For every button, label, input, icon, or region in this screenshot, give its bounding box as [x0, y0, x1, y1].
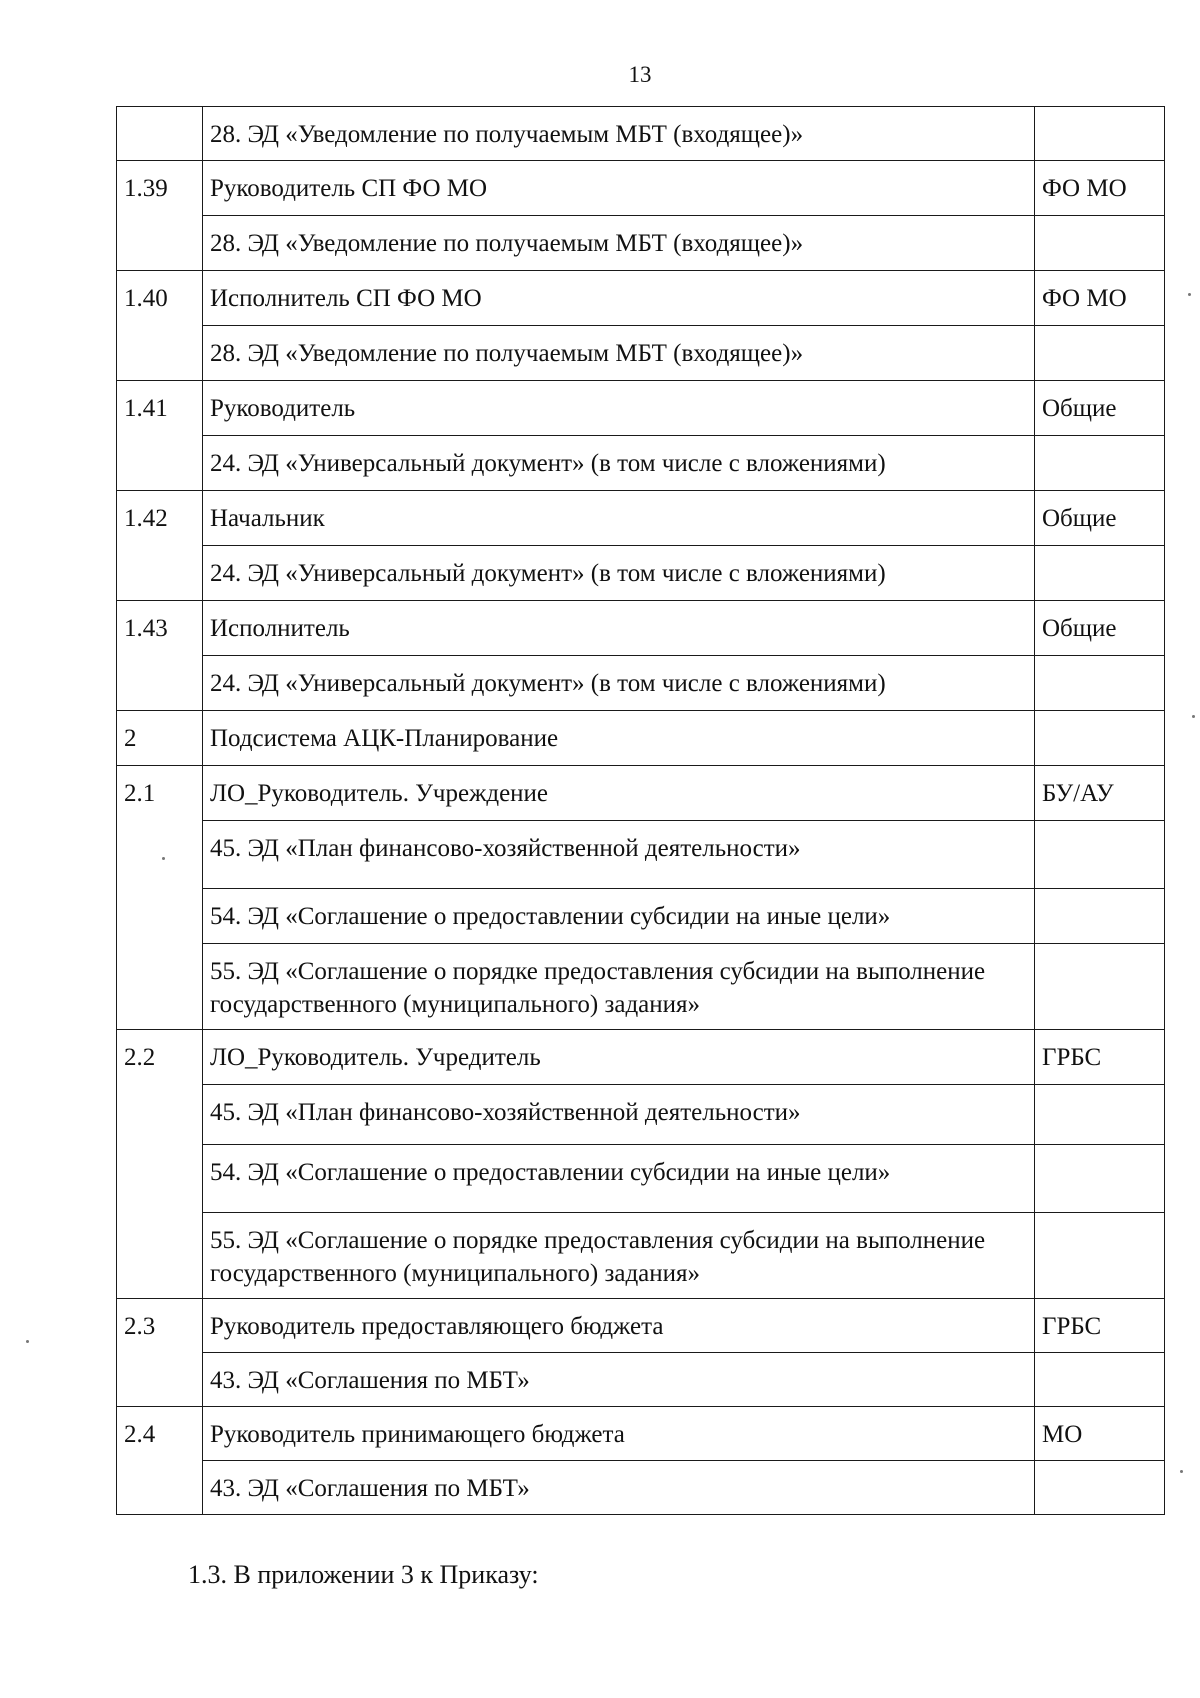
row-group-cell — [1035, 326, 1165, 381]
row-name-cell: Руководитель предоставляющего бюджета — [203, 1299, 1035, 1353]
row-group-cell — [1035, 821, 1165, 889]
row-number-cell: 1.43 — [117, 601, 203, 711]
row-name-cell: Исполнитель — [203, 601, 1035, 656]
row-group-cell — [1035, 1353, 1165, 1407]
row-group-cell: МО — [1035, 1407, 1165, 1461]
table-row — [117, 1353, 1165, 1407]
table-row — [117, 436, 1165, 491]
row-group-cell: БУ/АУ — [1035, 766, 1165, 821]
scan-speck — [1180, 1470, 1183, 1473]
roles-table — [116, 106, 1165, 1515]
row-name-cell: 24. ЭД «Универсальный документ» (в том числе с вложениями) — [203, 436, 1035, 491]
row-group-cell — [1035, 1213, 1165, 1299]
table-row — [117, 1461, 1165, 1515]
table-body — [117, 107, 1165, 1515]
scan-speck — [1192, 715, 1195, 718]
row-name-cell: ЛО_Руководитель. Учреждение — [203, 766, 1035, 821]
row-name-cell: Руководитель — [203, 381, 1035, 436]
row-group-cell — [1035, 944, 1165, 1030]
table-row — [117, 601, 1165, 656]
row-number-cell: 2.3 — [117, 1299, 203, 1407]
row-name-cell: 43. ЭД «Соглашения по МБТ» — [203, 1461, 1035, 1515]
row-number-cell: 2.2 — [117, 1030, 203, 1299]
row-group-cell — [1035, 1085, 1165, 1145]
row-number-cell: 2.4 — [117, 1407, 203, 1515]
row-number-cell: 2.1 — [117, 766, 203, 1030]
row-group-cell — [1035, 711, 1165, 766]
table-row — [117, 326, 1165, 381]
row-name-cell: 55. ЭД «Соглашение о порядке предоставления субсидии на выполнение государственного (муниципального) задания» — [203, 1213, 1035, 1299]
table-row — [117, 1145, 1165, 1213]
row-name-cell: 24. ЭД «Универсальный документ» (в том числе с вложениями) — [203, 656, 1035, 711]
row-name-cell: Начальник — [203, 491, 1035, 546]
table-row — [117, 1030, 1165, 1085]
table-row — [117, 107, 1165, 161]
row-number-cell — [117, 107, 203, 161]
scan-speck — [1188, 293, 1191, 296]
table-row — [117, 491, 1165, 546]
row-group-cell — [1035, 1461, 1165, 1515]
table-row — [117, 766, 1165, 821]
row-name-cell: 54. ЭД «Соглашение о предоставлении субсидии на иные цели» — [203, 889, 1035, 944]
table-row — [117, 1407, 1165, 1461]
table-row — [117, 1213, 1165, 1299]
row-group-cell — [1035, 546, 1165, 601]
row-group-cell — [1035, 107, 1165, 161]
row-group-cell — [1035, 436, 1165, 491]
row-number-cell: 1.41 — [117, 381, 203, 491]
row-number-cell: 1.39 — [117, 161, 203, 271]
row-group-cell — [1035, 889, 1165, 944]
table-row — [117, 711, 1165, 766]
table-row — [117, 889, 1165, 944]
page-number: 13 — [628, 62, 652, 87]
table-row — [117, 216, 1165, 271]
row-name-cell: Подсистема АЦК-Планирование — [203, 711, 1035, 766]
row-name-cell: 28. ЭД «Уведомление по получаемым МБТ (входящее)» — [203, 216, 1035, 271]
row-name-cell: Руководитель принимающего бюджета — [203, 1407, 1035, 1461]
row-name-cell: 45. ЭД «План финансово-хозяйственной деятельности» — [203, 1085, 1035, 1145]
row-name-cell: 28. ЭД «Уведомление по получаемым МБТ (входящее)» — [203, 107, 1035, 161]
row-name-cell: Исполнитель СП ФО МО — [203, 271, 1035, 326]
row-group-cell: Общие — [1035, 601, 1165, 656]
row-name-cell: 28. ЭД «Уведомление по получаемым МБТ (входящее)» — [203, 326, 1035, 381]
row-number-cell: 1.42 — [117, 491, 203, 601]
footer-paragraph: 1.3. В приложении 3 к Приказу: — [188, 1560, 539, 1589]
row-name-cell: ЛО_Руководитель. Учредитель — [203, 1030, 1035, 1085]
row-name-cell: 54. ЭД «Соглашение о предоставлении субсидии на иные цели» — [203, 1145, 1035, 1213]
row-name-cell: 24. ЭД «Универсальный документ» (в том числе с вложениями) — [203, 546, 1035, 601]
table-row — [117, 944, 1165, 1030]
row-number-cell: 2 — [117, 711, 203, 766]
row-name-cell: Руководитель СП ФО МО — [203, 161, 1035, 216]
row-number-cell: 1.40 — [117, 271, 203, 381]
table-row — [117, 1299, 1165, 1353]
row-group-cell: Общие — [1035, 491, 1165, 546]
row-group-cell — [1035, 1145, 1165, 1213]
row-name-cell: 45. ЭД «План финансово-хозяйственной деятельности» — [203, 821, 1035, 889]
row-group-cell: ФО МО — [1035, 271, 1165, 326]
row-group-cell: ГРБС — [1035, 1299, 1165, 1353]
table-row — [117, 1085, 1165, 1145]
table-row — [117, 161, 1165, 216]
row-name-cell: 55. ЭД «Соглашение о порядке предоставления субсидии на выполнение государственного (муниципального) задания» — [203, 944, 1035, 1030]
row-group-cell: ГРБС — [1035, 1030, 1165, 1085]
row-group-cell: ФО МО — [1035, 161, 1165, 216]
table-row — [117, 656, 1165, 711]
row-name-cell: 43. ЭД «Соглашения по МБТ» — [203, 1353, 1035, 1407]
table-row — [117, 546, 1165, 601]
row-group-cell — [1035, 216, 1165, 271]
table-row — [117, 271, 1165, 326]
scan-speck — [162, 857, 165, 860]
row-group-cell: Общие — [1035, 381, 1165, 436]
table-row — [117, 821, 1165, 889]
table-row — [117, 381, 1165, 436]
row-group-cell — [1035, 656, 1165, 711]
scan-speck — [26, 1340, 29, 1343]
